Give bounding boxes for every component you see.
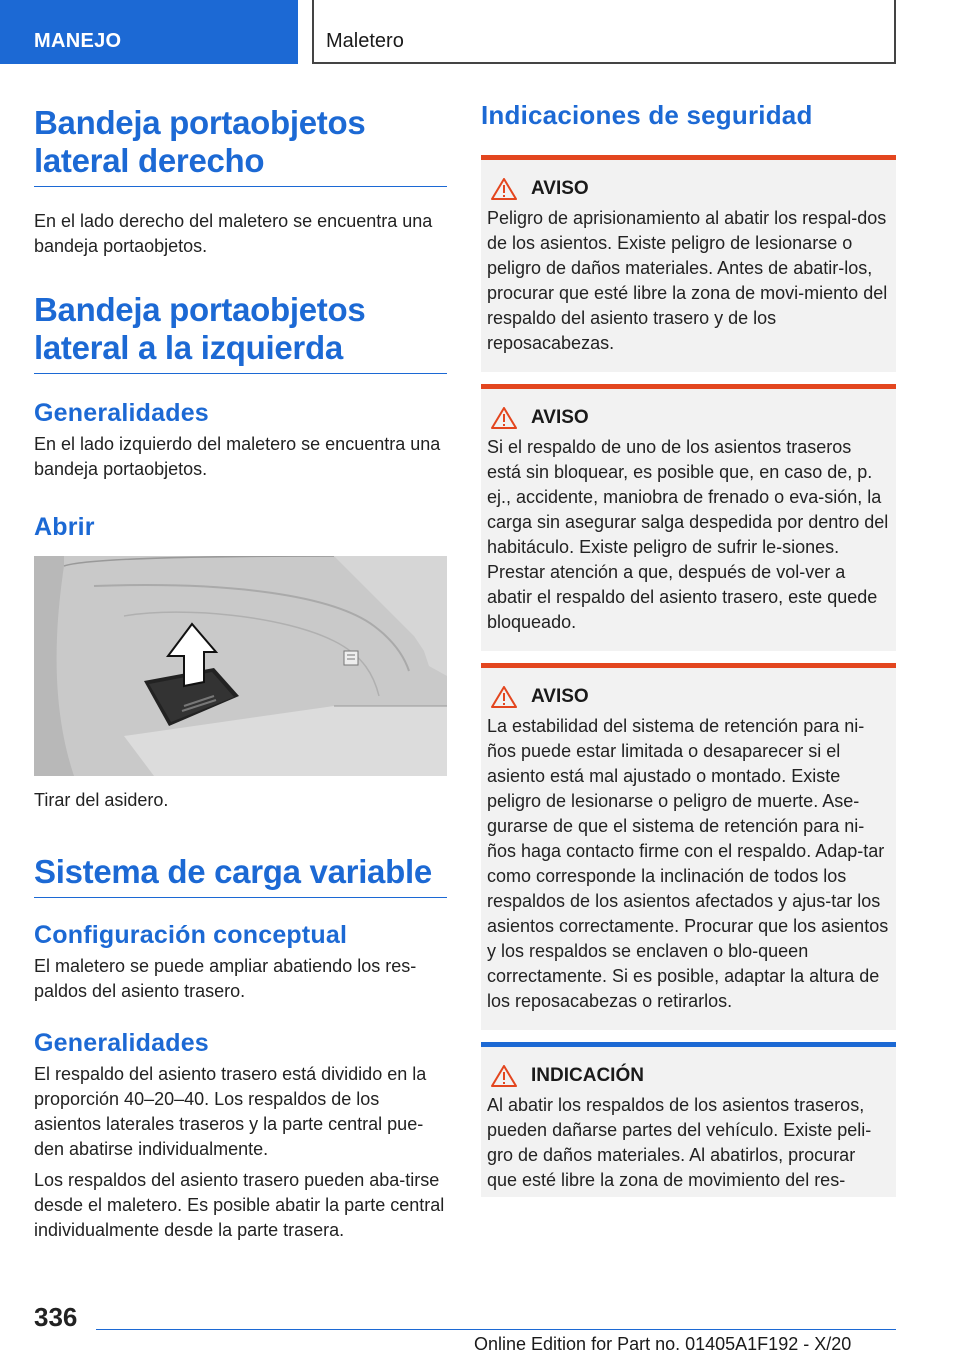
notice-box xyxy=(481,1042,896,1197)
warning-label: AVISO xyxy=(531,178,589,199)
paragraph-general-2a: El respaldo del asiento trasero está dividido en la proporción 40–20–40. Los respaldos de los asientos laterales traseros y la parte central pue-den abatirse individualmente. xyxy=(34,1064,427,1159)
right-column xyxy=(481,100,896,1197)
left-column xyxy=(34,104,447,1243)
page-number: 336 xyxy=(34,1302,78,1332)
chapter-title: Maletero xyxy=(312,0,896,64)
footer-divider xyxy=(96,1329,896,1330)
heading-safety: Indicaciones de seguridad xyxy=(481,100,813,130)
warning-box xyxy=(481,155,896,372)
warning-text: Si el respaldo de uno de los asientos traseros está sin bloquear, es posible que, en caso de, p. ej., accidente, maniobra de frenado o eva-sión, la carga sin asegurar salga despedida por dentro del habitáculo. Existe peligro de sufrir le-siones. Prestar atención a que, después de vol-ver a abatir el respaldo del asiento trasero, este quede bloqueado. xyxy=(487,437,889,632)
notice-text: Al abatir los respaldos de los asientos traseros, pueden dañarse partes del vehículo. Existe peli-gro de daños materiales. Al abatirlos, procurar que esté libre la zona de movimiento del res- xyxy=(487,1095,872,1190)
trunk-tray-drawing xyxy=(34,556,447,776)
warning-label: AVISO xyxy=(531,407,589,428)
warning-triangle-icon xyxy=(491,686,517,708)
warning-triangle-icon xyxy=(491,178,517,200)
edition-note: Online Edition for Part no. 01405A1F192 - X/20 xyxy=(474,1334,852,1354)
paragraph-general-1: En el lado izquierdo del maletero se encuentra una bandeja portaobjetos. xyxy=(34,434,441,479)
paragraph-right-tray: En el lado derecho del maletero se encuentra una bandeja portaobjetos. xyxy=(34,211,433,256)
warning-box xyxy=(481,384,896,651)
heading-open: Abrir xyxy=(34,513,95,541)
heading-variable-load: Sistema de carga variable xyxy=(34,853,447,898)
paragraph-general-2b: Los respaldos del asiento trasero pueden aba-tirse desde el maletero. Es posible abatir la parte central individualmente desde la parte trasera. xyxy=(34,1170,445,1240)
paragraph-concept: El maletero se puede ampliar abatiendo los res-paldos del asiento trasero. xyxy=(34,956,417,1001)
heading-general-2: Generalidades xyxy=(34,1029,209,1057)
warning-triangle-icon xyxy=(491,1065,517,1087)
heading-concept: Configuración conceptual xyxy=(34,921,348,949)
warning-text: Peligro de aprisionamiento al abatir los respal-dos de los asientos. Existe peligro de lesionarse o peligro de daños materiales. Antes de abatir-los, procurar que esté libre la zona de movi-miento del respaldo del asiento trasero y de los reposacabezas. xyxy=(487,208,888,353)
image-caption: Tirar del asidero. xyxy=(34,790,169,810)
warning-label: AVISO xyxy=(531,686,589,707)
warning-text: La estabilidad del sistema de retención para ni-ños puede estar limitada o desaparecer si el asiento está mal ajustado o montado. Existe peligro de lesionarse o peligro de muerte. Ase-gurarse de que el sistema de retención para ni-ños haga contacto firme con el respaldo. Adap-tar como corresponde la inclinación de todos los respaldos de los asientos afectados y ajus-tar los asientos correctamente. Procurar que los asientos y los respaldos se enclaven o blo-queen correctamente. Si es posible, adaptar la altura de los reposacabezas o retirarlos. xyxy=(487,716,889,1011)
heading-right-tray: Bandeja portaobjetos lateral derecho xyxy=(34,104,447,187)
heading-left-tray: Bandeja portaobjetos lateral a la izquierda xyxy=(34,291,447,374)
warning-triangle-icon xyxy=(491,407,517,429)
heading-general-1: Generalidades xyxy=(34,399,209,427)
section-tab: MANEJO xyxy=(0,0,298,64)
warning-box xyxy=(481,663,896,1030)
trunk-tray-illustration xyxy=(34,556,447,776)
notice-label: INDICACIÓN xyxy=(531,1065,644,1086)
